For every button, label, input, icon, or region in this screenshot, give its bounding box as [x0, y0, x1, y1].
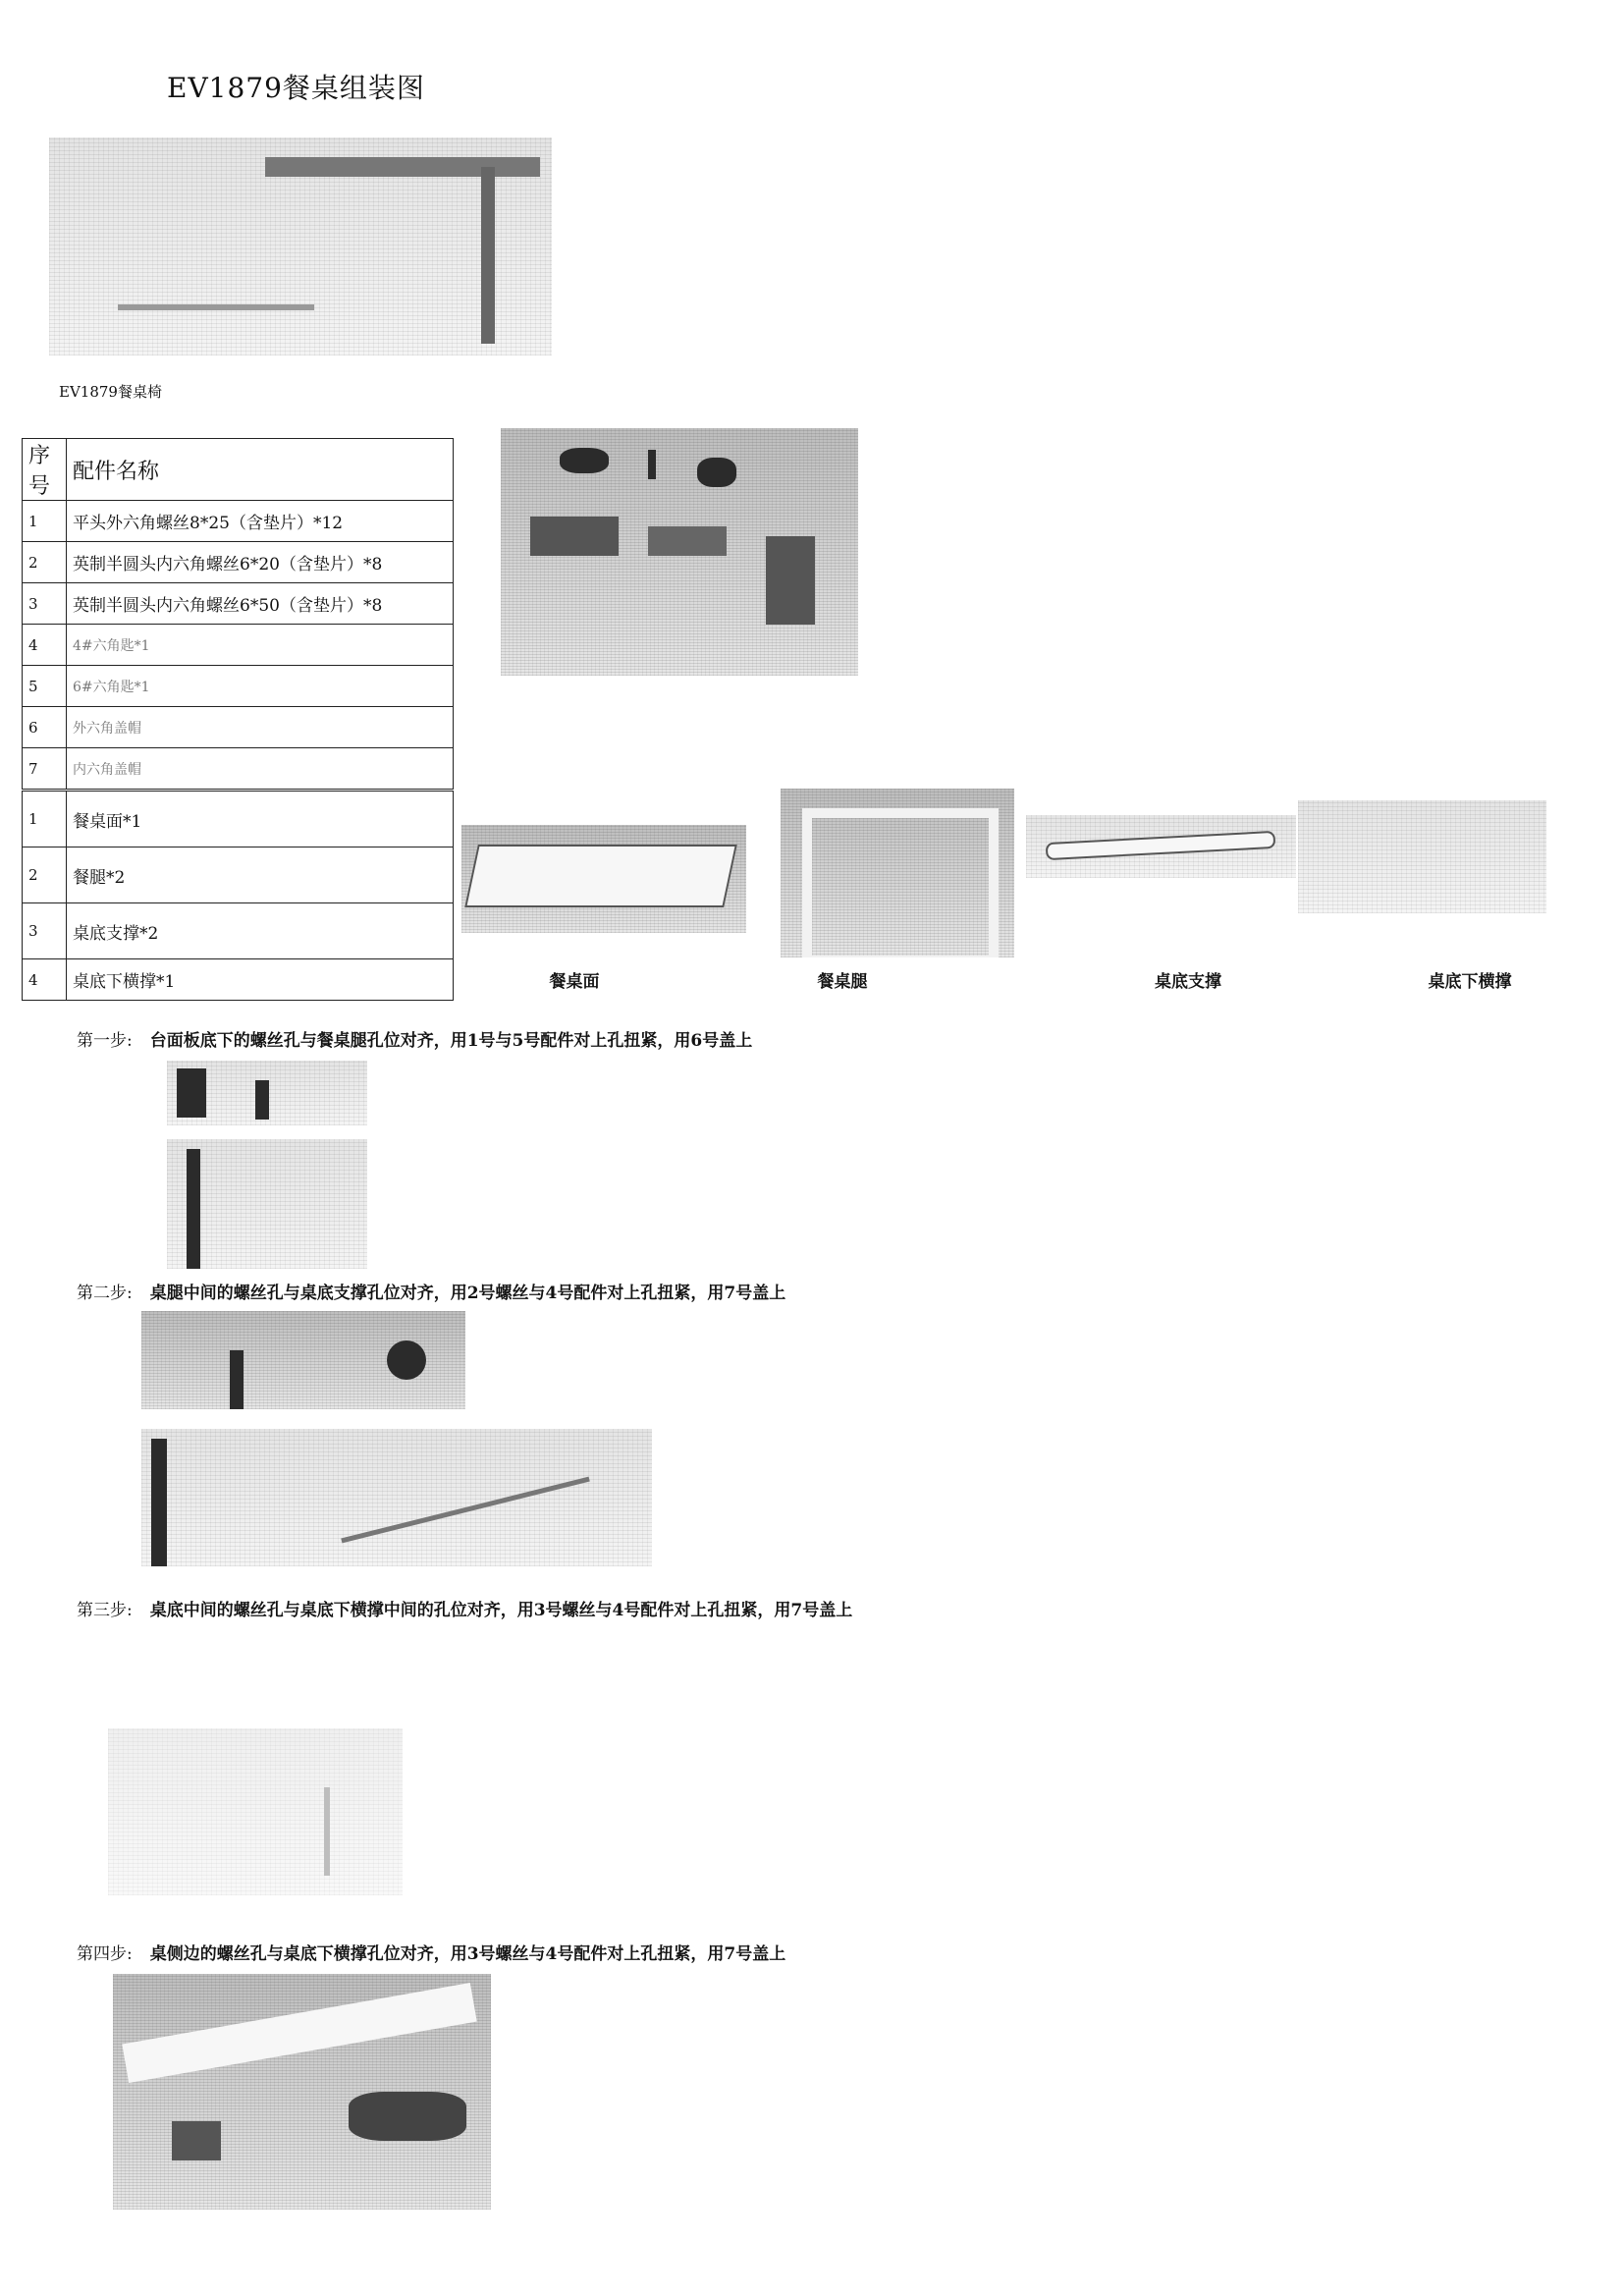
row-name: 6#六角匙*1 — [67, 666, 454, 707]
caption-tabletop: 餐桌面 — [549, 972, 600, 992]
row-name: 餐腿*2 — [67, 847, 454, 903]
row-no: 2 — [23, 542, 67, 583]
step-1-photo-top — [167, 1061, 367, 1125]
table-row — [23, 666, 454, 707]
row-name: 餐桌面*1 — [67, 792, 454, 847]
step-label: 第三步: — [77, 1601, 133, 1620]
crossbar-photo — [1298, 800, 1546, 913]
row-name: 英制半圆头内六角螺丝6*20（含垫片）*8 — [67, 542, 454, 583]
step-label: 第二步: — [77, 1284, 133, 1303]
row-name: 桌底支撑*2 — [67, 903, 454, 959]
step-3 — [77, 1596, 852, 1620]
step-text: 桌侧边的螺丝孔与桌底下横撑孔位对齐，用3号螺丝与4号配件对上孔扭紧，用7号盖上 — [149, 1944, 786, 1964]
step-2-photo-top — [141, 1311, 465, 1409]
step-2-photo-bottom — [141, 1429, 652, 1566]
step-2 — [77, 1279, 785, 1303]
step-text: 桌腿中间的螺丝孔与桌底支撑孔位对齐，用2号螺丝与4号配件对上孔扭紧，用7号盖上 — [149, 1284, 786, 1303]
under-support-photo — [1026, 815, 1296, 878]
step-label: 第一步: — [77, 1031, 133, 1051]
row-no: 3 — [23, 903, 67, 959]
tabletop-photo — [461, 825, 746, 933]
row-no: 5 — [23, 666, 67, 707]
step-label: 第四步: — [77, 1944, 133, 1964]
step-1-photo-bottom — [167, 1139, 367, 1269]
row-name: 外六角盖帽 — [67, 707, 454, 748]
header-name: 配件名称 — [67, 439, 454, 501]
row-no: 4 — [23, 959, 67, 1001]
row-no: 4 — [23, 625, 67, 666]
table-row — [23, 903, 454, 959]
step-text: 桌底中间的螺丝孔与桌底下横撑中间的孔位对齐，用3号螺丝与4号配件对上孔扭紧，用7号盖上 — [149, 1601, 853, 1620]
step-4 — [77, 1940, 785, 1964]
row-name: 平头外六角螺丝8*25（含垫片）*12 — [67, 501, 454, 542]
row-name: 桌底下横撑*1 — [67, 959, 454, 1001]
hardware-table — [22, 438, 454, 790]
dining-set-photo — [49, 137, 552, 355]
step-4-photo — [113, 1974, 491, 2210]
components-table — [22, 791, 454, 1001]
table-row — [23, 748, 454, 790]
photo-caption: EV1879餐桌椅 — [59, 383, 162, 401]
table-row — [23, 959, 454, 1001]
row-no: 7 — [23, 748, 67, 790]
caption-table-leg: 餐桌腿 — [817, 972, 868, 992]
caption-crossbar: 桌底下横撑 — [1428, 972, 1512, 992]
row-no: 6 — [23, 707, 67, 748]
table-row — [23, 625, 454, 666]
table-row — [23, 792, 454, 847]
step-3-photo — [108, 1728, 403, 1895]
row-name: 内六角盖帽 — [67, 748, 454, 790]
table-row — [23, 707, 454, 748]
table-row — [23, 542, 454, 583]
table-row — [23, 583, 454, 625]
caption-under-support: 桌底支撑 — [1155, 972, 1221, 992]
row-no: 1 — [23, 501, 67, 542]
document-title: EV1879餐桌组装图 — [167, 72, 425, 104]
table-row — [23, 501, 454, 542]
table-header-row — [23, 439, 454, 501]
row-no: 3 — [23, 583, 67, 625]
table-row — [23, 847, 454, 903]
hardware-photo — [501, 428, 858, 676]
row-name: 4#六角匙*1 — [67, 625, 454, 666]
row-no: 1 — [23, 792, 67, 847]
step-text: 台面板底下的螺丝孔与餐桌腿孔位对齐，用1号与5号配件对上孔扭紧，用6号盖上 — [149, 1031, 753, 1051]
header-no: 序号 — [23, 439, 67, 501]
table-leg-photo — [781, 789, 1014, 957]
row-name: 英制半圆头内六角螺丝6*50（含垫片）*8 — [67, 583, 454, 625]
row-no: 2 — [23, 847, 67, 903]
step-1 — [77, 1026, 752, 1051]
